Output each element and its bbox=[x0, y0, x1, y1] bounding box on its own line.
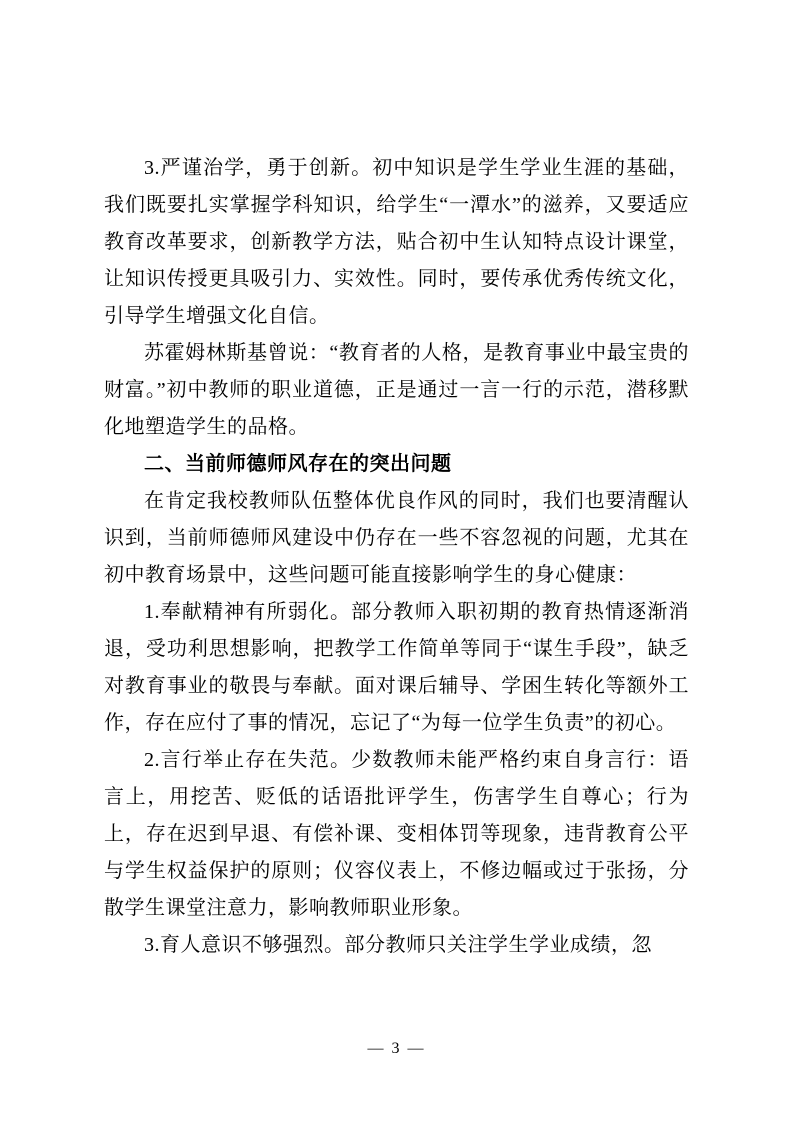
document-body bbox=[104, 150, 689, 964]
paragraph: 苏霍姆林斯基曾说：“教育者的人格，是教育事业中最宝贵的财富。”初中教师的职业道德，正是通过一言一行的示范，潜移默化地塑造学生的品格。 bbox=[104, 342, 689, 438]
paragraph: 1.奉献精神有所弱化。部分教师入职初期的教育热情逐渐消退，受功利思想影响，把教学工作简单等同于“谋生手段”，缺乏对教育事业的敬畏与奉献。面对课后辅导、学困生转化等额外工作，存在应付了事的情况，忘记了“为每一位学生负责”的初心。 bbox=[104, 601, 689, 734]
paragraph: 2.言行举止存在失范。少数教师未能严格约束自身言行：语言上，用挖苦、贬低的话语批评学生，伤害学生自尊心；行为上，存在迟到早退、有偿补课、变相体罚等现象，违背教育公平与学生权益保护的原则；仪容仪表上，不修边幅或过于张扬，分散学生课堂注意力，影响教师职业形象。 bbox=[104, 749, 689, 919]
paragraph: 在肯定我校教师队伍整体优良作风的同时，我们也要清醒认识到，当前师德师风建设中仍存在一些不容忽视的问题，尤其在初中教育场景中，这些问题可能直接影响学生的身心健康： bbox=[104, 490, 689, 586]
page-footer bbox=[0, 1040, 793, 1058]
page-number: — 3 — bbox=[367, 1040, 426, 1057]
paragraph: 3.育人意识不够强烈。部分教师只关注学生学业成绩，忽 bbox=[144, 934, 652, 956]
section-heading: 二、当前师德师风存在的突出问题 bbox=[144, 453, 452, 475]
paragraph: 3.严谨治学，勇于创新。初中知识是学生学业生涯的基础，我们既要扎实掌握学科知识，给学生“一潭水”的滋养，又要适应教育改革要求，创新教学方法，贴合初中生认知特点设计课堂，让知识传授更具吸引力、实效性。同时，要传承优秀传统文化，引导学生增强文化自信。 bbox=[104, 157, 689, 327]
